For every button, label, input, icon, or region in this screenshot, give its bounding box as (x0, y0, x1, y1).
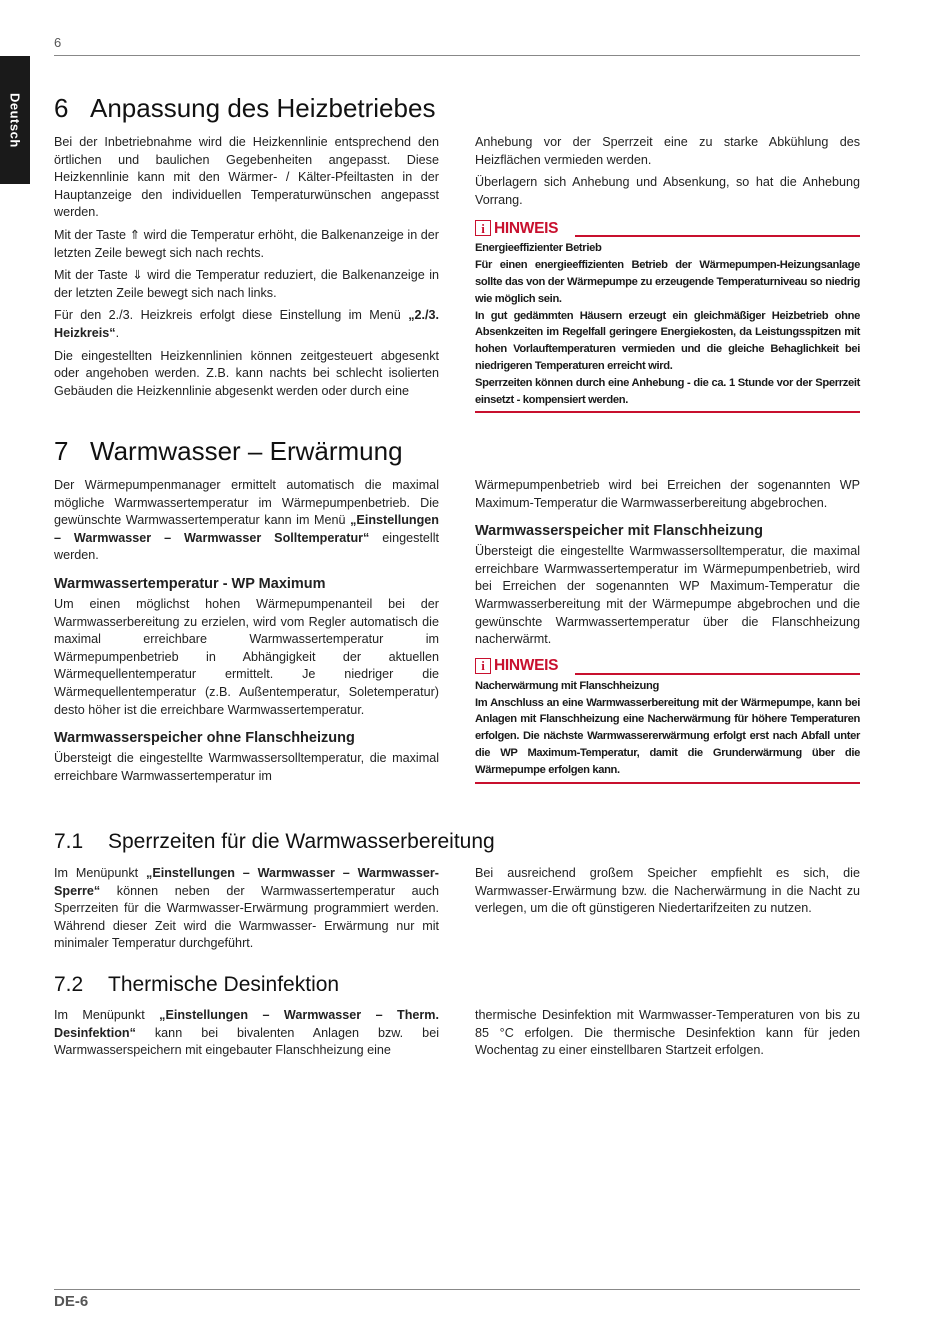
section-7-2-right-column (475, 1007, 860, 1065)
language-tab-label: Deutsch (7, 92, 23, 148)
section-7-1-heading (54, 831, 495, 852)
section-7-number: 7 (54, 436, 69, 466)
language-side-tab (0, 56, 30, 184)
section-6-number: 6 (54, 93, 69, 123)
info-icon: i (475, 658, 491, 674)
subheading: Warmwasserspeicher ohne Flanschheizung (54, 730, 355, 747)
header-rule (54, 55, 860, 56)
paragraph: Um einen möglichst hohen Wärmepumpenanteil bei der Warmwasserbereitung zu erzielen, wird vom Regler automatisch die maximal erreichbare Warmwassertemperatur im Wärmepumpenbetrieb in Abhängigkeit der aktuellen Wärmequellentemperatur ermittelt. Je niedriger die Wärmequellentemperatur (z.B. Außentemperatur, Soletemperatur) desto höher ist die erreichbare Warmwassertemperatur. (54, 596, 439, 717)
section-6-left-column (54, 134, 439, 405)
hint-subtitle: Energieeffizienter Betrieb (475, 242, 602, 255)
hint-text: In gut gedämmten Häusern erzeugt ein gleichmäßiger Heizbetrieb ohne Absenkzeiten im Regelfall geringere Energiekosten, da Leistungsspitzen mit hohen Vorlauftemperaturen vermieden und die gleiche Behaglichkeit bei niedrigeren Temperaturen erreicht wird. (475, 309, 860, 372)
hint-text: Für einen energieeffizienten Betrieb der Wärmepumpen-Heizungsanlage sollte das von der Wärmepumpe zu erzeugende Temperaturniveau so niedrig wie möglich sein. (475, 259, 860, 305)
text-run: Im Menüpunkt (54, 1008, 160, 1022)
text-run: Für den 2./3. Heizkreis erfolgt diese Einstellung im Menü (54, 308, 409, 323)
text-run: eingestellt werden. (54, 530, 439, 563)
section-7-1-number: 7.1 (54, 830, 84, 853)
footer-rule (54, 1289, 860, 1290)
hint-header (475, 657, 575, 675)
page-number: 6 (54, 35, 62, 50)
hint-body (475, 240, 860, 408)
hint-header (475, 219, 575, 237)
hint-subtitle: Nacherwärmung mit Flanschheizung (475, 679, 659, 692)
section-7-left-column (54, 477, 439, 790)
hint-text: Im Anschluss an eine Warmwasserbereitung mit der Wärmepumpe, kann bei Anlagen mit Flanschheizung eine Nacherwärmung für höhere Temperaturen erfolgen. Die nächste Warmwassererwärmung erfolgt erst nach Abfall unter die WP Maximum-Temperatur, damit die Grunderwärmung über die Wärmepumpe erfolgen kann. (475, 696, 860, 776)
paragraph: Übersteigt die eingestellte Warmwassersolltemperatur, die maximal erreichbare Warmwassertemperatur im (54, 751, 439, 783)
paragraph (54, 1007, 439, 1060)
paragraph: Bei der Inbetriebnahme wird die Heizkennlinie entsprechend den örtlichen und baulichen Gegebenheiten angepasst. Diese Heizkennlinie kann mit den Wärmer- / Kälter-Pfeiltasten in der Hauptanzeige den individuellen Temperaturwünschen angepasst werden. (54, 135, 439, 220)
text-run: . (115, 325, 120, 340)
text-run: Im Menüpunkt (54, 866, 147, 880)
subheading: Warmwasserspeicher mit Flanschheizung (475, 523, 763, 540)
section-7-2-number: 7.2 (54, 973, 84, 996)
menu-path: „Einstellungen – Warmwasser – Warmwasser-Sperre“ (54, 866, 439, 898)
menu-path: „Einstellungen – Warmwasser – Warmwasser Solltemperatur“ (54, 513, 439, 545)
text-run: Der Wärmepumpenmanager ermittelt automatisch die maximal mögliche Warmwassertemperatur im Wärmepumpenbetrieb. Die gewünschte Warmwassertemperatur kann im Menü (54, 478, 439, 528)
info-icon: i (475, 220, 491, 236)
section-6-title: Anpassung des Heizbetriebes (90, 93, 436, 123)
section-6-heading (54, 95, 435, 121)
hint-box (475, 219, 860, 413)
paragraph: Bei ausreichend großem Speicher empfiehlt es sich, die Warmwasser-Erwärmung bzw. die Nacherwärmung in die Nacht zu verlegen, um die oft günstigeren Niedertarifzeiten zu nutzen. (475, 866, 860, 916)
section-7-title: Warmwasser – Erwärmung (90, 436, 403, 466)
section-7-right-column (475, 477, 860, 784)
paragraph (54, 477, 439, 565)
menu-path: „Einstellungen – Warmwasser – Therm. Desinfektion“ (54, 1008, 439, 1040)
paragraph: Mit der Taste ⇑ wird die Temperatur erhöht, die Balkenanzeige in der letzten Zeile bewegt sich nach rechts. (54, 227, 439, 260)
hint-title: HINWEIS (494, 656, 559, 674)
paragraph: thermische Desinfektion mit Warmwasser-Temperaturen von bis zu 85 °C erfolgen. Die thermische Desinfektion kann für jeden Wochentag zu einer einstellbaren Startzeit erfolgen. (475, 1008, 860, 1058)
paragraph: Anhebung vor der Sperrzeit eine zu starke Abkühlung des Heizflächen vermieden werden. (475, 135, 860, 167)
paragraph (54, 307, 439, 342)
text-run: kann bei bivalenten Anlagen bzw. bei Warmwasserspeichern mit eingebauter Flanschheizung eine (54, 1025, 439, 1058)
paragraph: Mit der Taste ⇓ wird die Temperatur reduziert, die Balkenanzeige in der letzten Zeile bewegt sich nach links. (54, 268, 439, 300)
paragraph (54, 865, 439, 953)
section-7-2-heading (54, 974, 339, 995)
hint-text: Sperrzeiten können durch eine Anhebung - die ca. 1 Stunde vor der Sperrzeit einsetzt - kompensiert werden. (475, 376, 860, 406)
paragraph: Wärmepumpenbetrieb wird bei Erreichen der sogenannten WP Maximum-Temperatur die Warmwasserbereitung abgebrochen. (475, 478, 860, 510)
section-7-1-left-column (54, 865, 439, 958)
paragraph: Die eingestellten Heizkennlinien können zeitgesteuert abgesenkt oder angehoben werden. Z.B. kann nachts bei schlecht isolierten Gebäuden die Heizkennlinie abgesenkt werden oder durch eine (54, 348, 439, 398)
section-7-1-right-column (475, 865, 860, 923)
section-7-2-title: Thermische Desinfektion (108, 973, 340, 996)
section-6-right-column (475, 134, 860, 413)
footer-page-label: DE-6 (54, 1293, 89, 1310)
section-7-1-title: Sperrzeiten für die Warmwasserbereitung (108, 830, 495, 853)
text-run: können neben der Warmwassertemperatur auch Sperrzeiten für die Warmwasser-Erwärmung programmiert werden. Während dieser Zeit wird die Warmwasser- Erwärmung nur mit minimaler Temperatur durchgeführt. (54, 883, 439, 951)
subheading: Warmwassertemperatur - WP Maximum (54, 575, 326, 592)
hint-box (475, 656, 860, 784)
section-7-2-left-column (54, 1007, 439, 1065)
hint-body (475, 678, 860, 779)
section-7-heading (54, 438, 403, 464)
paragraph: Überlagern sich Anhebung und Absenkung, so hat die Anhebung Vorrang. (475, 175, 860, 207)
hint-title: HINWEIS (494, 219, 559, 237)
menu-path: „2./3. Heizkreis“ (54, 308, 439, 340)
paragraph: Übersteigt die eingestellte Warmwassersolltemperatur, die maximal erreichbare Warmwassertemperatur im Wärmepumpenbetrieb, wird bei Erreichen der sogenannten WP Maximum-Temperatur die Warmwasserbereitung mit der Wärmepumpe abgebrochen und die gewünschte Warmwassertemperatur über die Flanschheizung nacherwärmt. (475, 544, 860, 647)
